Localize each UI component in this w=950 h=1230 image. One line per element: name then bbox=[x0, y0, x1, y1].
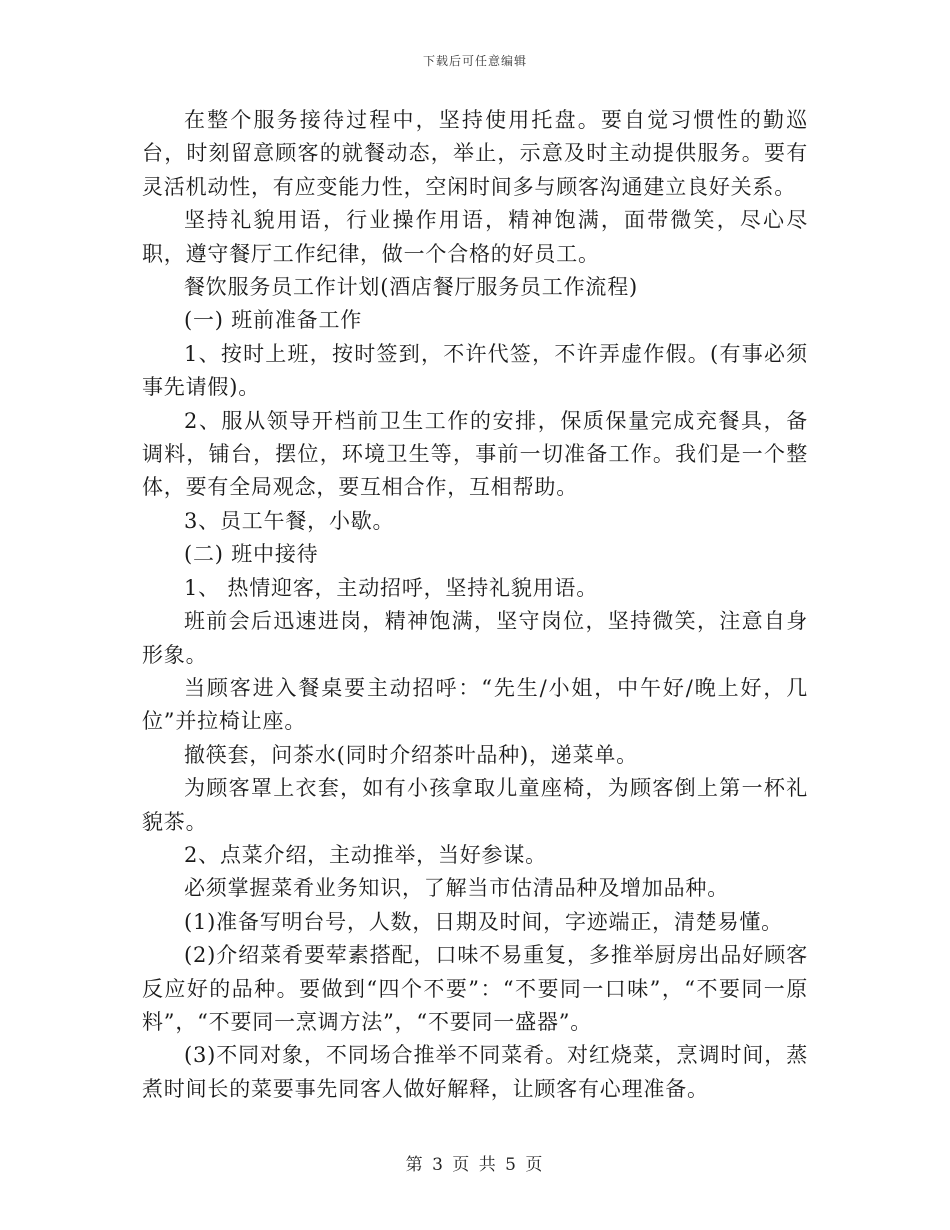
paragraph: 为顾客罩上衣套，如有小孩拿取儿童座椅，为顾客倒上第一杯礼貌茶。 bbox=[142, 776, 808, 834]
section-title: 餐饮服务员工作计划(酒店餐厅服务员工作流程) bbox=[184, 275, 638, 300]
paragraph: 坚持礼貌用语，行业操作用语，精神饱满，面带微笑，尽心尽职，遵守餐厅工作纪律，做一个合格的好员工。 bbox=[142, 208, 808, 266]
page-header-note: 下载后可任意编辑 bbox=[422, 54, 527, 68]
paragraph: 班前会后迅速进岗，精神饱满，坚守岗位，坚持微笑，注意自身形象。 bbox=[142, 609, 808, 667]
paragraph: 必须掌握菜肴业务知识，了解当市估清品种及增加品种。 bbox=[184, 876, 729, 901]
paragraph: 当顾客进入餐桌要主动招呼：“先生/小姐，中午好/晚上好，几位”并拉椅让座。 bbox=[142, 675, 808, 734]
paragraph: (3)不同对象，不同场合推举不同菜肴。对红烧菜，烹调时间，蒸煮时间长的菜要事先同客人做好解释，让顾客有心理准备。 bbox=[142, 1043, 808, 1101]
paragraph: 1、按时上班，按时签到，不许代签，不许弄虚作假。(有事必须事先请假)。 bbox=[142, 341, 808, 400]
paragraph: 2、服从领导开档前卫生工作的安排，保质保量完成充餐具，备调料，铺台，摆位，环境卫生等，事前一切准备工作。我们是一个整体，要有全局观念，要互相合作，互相帮助。 bbox=[142, 408, 808, 500]
page-number: 第 3 页 共 5 页 bbox=[405, 1155, 545, 1175]
paragraph: 在整个服务接待过程中，坚持使用托盘。要自觉习惯性的勤巡台，时刻留意顾客的就餐动态，举止，示意及时主动提供服务。要有灵活机动性，有应变能力性，空闲时间多与顾客沟通建立良好关系。 bbox=[142, 108, 808, 199]
subsection-heading: (二) 班中接待 bbox=[184, 542, 319, 567]
paragraph: 1、 热情迎客，主动招呼，坚持礼貌用语。 bbox=[184, 575, 599, 600]
paragraph: 撤筷套，问茶水(同时介绍茶叶品种)，递菜单。 bbox=[184, 742, 638, 767]
paragraph: 2、点菜介绍，主动推举，当好参谋。 bbox=[184, 842, 547, 867]
paragraph: (1)准备写明台号，人数，日期及时间，字迹端正，清楚易懂。 bbox=[184, 909, 783, 934]
document-body bbox=[142, 104, 808, 1106]
paragraph: 3、员工午餐，小歇。 bbox=[184, 508, 395, 533]
subsection-heading: (一) 班前准备工作 bbox=[184, 308, 363, 333]
paragraph: (2)介绍菜肴要荤素搭配，口味不易重复，多推举厨房出品好顾客反应好的品种。要做到“四个不要”：“不要同一口味”，“不要同一原料”，“不要同一烹调方法”，“不要同一盛器”。 bbox=[142, 943, 808, 1034]
